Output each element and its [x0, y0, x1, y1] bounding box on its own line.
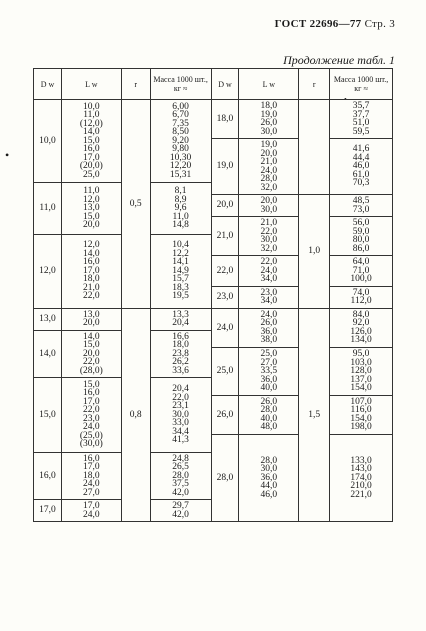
r-cell: 1,5 [299, 308, 330, 522]
mass-cell-value: 74,0 [352, 287, 370, 298]
lw-cell-value: 17,0 [83, 152, 100, 163]
lw-cell-value: 28,0 [260, 174, 278, 184]
lw-cell-value: 30,0 [260, 235, 278, 245]
lw-cell-value: 27,0 [83, 487, 100, 498]
lw-cell-value: 23,0 [83, 413, 100, 424]
mass-cell [150, 330, 211, 378]
mass-cell [150, 452, 211, 500]
mass-cell-value: 37,5 [172, 479, 189, 490]
mass-cell-value: 37,7 [352, 109, 370, 120]
lw-cell-value: 11,0 [83, 186, 100, 197]
lw-cell-value: (25,0) [79, 430, 103, 441]
page-reference: Стр. 3 [364, 18, 395, 30]
standard-number: ГОСТ 22696—77 [274, 18, 362, 30]
dw-cell: 12,0 [34, 234, 62, 308]
lw-cell-value: 32,0 [260, 182, 278, 193]
mass-cell-value: 18,0 [172, 340, 189, 350]
dw-cell: 18,0 [211, 100, 239, 139]
lw-cell-value: 16,0 [83, 388, 100, 399]
lw-cell-value: 27,0 [260, 357, 278, 368]
mass-cell-value: 210,0 [350, 481, 372, 492]
lw-cell-value: 23,0 [260, 287, 278, 298]
lw-cell [239, 286, 299, 308]
mass-cell-value: 18,3 [172, 282, 189, 293]
lw-cell-value: 26,0 [260, 396, 278, 407]
lw-cell-value: 26,0 [260, 118, 278, 128]
mass-cell-value: 154,0 [350, 383, 372, 394]
mass-cell [150, 183, 211, 234]
mass-cell-value: 11,0 [172, 211, 189, 222]
dw-cell: 11,0 [34, 183, 62, 234]
lw-cell-value: 32,0 [260, 243, 278, 254]
mass-cell-value: 8,1 [174, 186, 187, 197]
lw-cell [61, 330, 121, 378]
header-lw: L w [61, 69, 121, 100]
mass-cell-value: 143,0 [350, 464, 372, 475]
dw-cell: 23,0 [211, 286, 239, 308]
document-header [275, 18, 395, 30]
mass-cell-value: 56,0 [352, 218, 370, 228]
lw-cell-value: 24,0 [260, 309, 278, 320]
lw-cell-value: 36,0 [260, 472, 278, 483]
lw-cell-value: 21,0 [260, 218, 278, 228]
lw-cell-value: 24,0 [83, 479, 100, 490]
lw-cell-value: 17,0 [83, 462, 100, 473]
mass-cell-value: 14,8 [172, 220, 189, 231]
lw-cell-value: 28,0 [260, 455, 278, 466]
lw-cell-value: 16,0 [83, 144, 100, 155]
mass-cell-value: 51,0 [352, 118, 370, 128]
mass-cell [150, 308, 211, 330]
lw-cell-value: 20,0 [83, 318, 100, 328]
mass-cell-value: 112,0 [350, 296, 372, 306]
mass-cell-value: 9,80 [172, 144, 189, 155]
lw-cell-value: 26,0 [260, 318, 278, 329]
mass-cell-value: 103,0 [350, 357, 372, 368]
lw-cell-value: 18,0 [83, 274, 100, 285]
scan-speck: • [344, 95, 347, 104]
mass-cell-value: 13,3 [172, 309, 189, 320]
lw-cell-value: 48,0 [260, 422, 278, 433]
mass-cell-value: 64,0 [352, 257, 370, 267]
mass-cell-value: 154,0 [350, 413, 372, 424]
lw-cell-value: 17,0 [83, 501, 100, 512]
lw-cell [239, 139, 299, 195]
lw-cell-value: 13,0 [83, 309, 100, 320]
mass-cell-value: 80,0 [352, 235, 370, 245]
mass-cell-value: 7,35 [172, 118, 189, 129]
lw-cell [61, 100, 121, 183]
lw-cell-value: 17,0 [83, 265, 100, 276]
mass-cell-value: 6,70 [172, 110, 189, 121]
mass-cell-value: 95,0 [352, 349, 370, 360]
header-r: r [299, 69, 330, 100]
mass-cell [330, 286, 393, 308]
lw-cell [61, 378, 121, 453]
lw-cell-value: (20,0) [79, 161, 103, 172]
mass-cell-value: 134,0 [350, 335, 372, 346]
dw-cell: 28,0 [211, 434, 239, 521]
lw-cell-value: 30,0 [260, 126, 278, 137]
mass-cell-value: 126,0 [350, 326, 372, 337]
lw-cell [239, 348, 299, 396]
lw-cell-value: 15,0 [83, 340, 100, 350]
mass-cell-value: 70,3 [352, 178, 370, 189]
mass-cell-value: 12,20 [169, 161, 192, 172]
mass-cell-value: 14,9 [172, 265, 189, 276]
mass-cell-value: 59,0 [352, 226, 370, 237]
mass-cell-value: 20,4 [172, 318, 189, 328]
lw-cell-value: 20,0 [83, 220, 100, 231]
lw-cell [61, 234, 121, 308]
dw-cell: 13,0 [34, 308, 62, 330]
dw-cell: 15,0 [34, 378, 62, 453]
mass-cell [330, 100, 393, 139]
dw-cell: 24,0 [211, 308, 239, 348]
mass-cell-value: 33,6 [172, 365, 189, 376]
dw-cell: 16,0 [34, 452, 62, 500]
dw-cell: 25,0 [211, 348, 239, 396]
dw-cell: 19,0 [211, 139, 239, 195]
header-dw: D w [211, 69, 239, 100]
lw-cell [239, 395, 299, 434]
lw-cell-value: 34,0 [260, 274, 278, 284]
lw-cell-value: 30,0 [260, 204, 278, 215]
lw-cell [239, 434, 299, 521]
mass-cell-value: 221,0 [350, 489, 372, 500]
mass-cell-value: 44,4 [352, 152, 370, 163]
mass-cell-value: 128,0 [350, 366, 372, 377]
mass-cell-value: 8,50 [172, 127, 189, 138]
mass-cell-value: 84,0 [352, 309, 370, 320]
lw-cell-value: 28,0 [260, 405, 278, 416]
mass-cell-value: 61,0 [352, 169, 370, 180]
lw-cell [61, 452, 121, 500]
lw-cell-value: 15,0 [83, 211, 100, 222]
table-body [34, 100, 393, 522]
mass-cell [330, 195, 393, 217]
dimensions-table [33, 68, 393, 522]
lw-cell-value: 24,0 [260, 265, 278, 276]
mass-cell-value: 9,6 [174, 203, 187, 214]
lw-cell-value: 11,0 [83, 110, 100, 121]
lw-cell-value: (12,0) [79, 118, 103, 129]
mass-cell-value: 198,0 [350, 422, 372, 433]
mass-cell-value: 137,0 [350, 374, 372, 385]
lw-cell-value: 40,0 [260, 383, 278, 394]
lw-cell [239, 256, 299, 287]
mass-cell-value: 34,4 [172, 426, 189, 437]
lw-cell-value: (28,0) [79, 365, 103, 376]
lw-cell-value: (30,0) [79, 439, 103, 450]
mass-cell [330, 395, 393, 434]
mass-cell-value: 174,0 [350, 472, 372, 483]
lw-cell-value: 22,0 [260, 257, 278, 267]
mass-cell-value: 100,0 [350, 274, 372, 284]
dw-cell: 10,0 [34, 100, 62, 183]
table-continuation-caption: Продолжение табл. 1 [283, 53, 395, 67]
lw-cell [61, 183, 121, 234]
mass-cell-value: 29,7 [172, 501, 189, 512]
mass-cell-value: 10,4 [172, 240, 189, 251]
lw-cell-value: 22,0 [83, 357, 100, 367]
mass-cell-value: 30,0 [172, 409, 189, 420]
mass-cell [330, 348, 393, 396]
mass-cell-value: 48,5 [352, 196, 370, 206]
lw-cell-value: 33,5 [260, 366, 278, 377]
mass-cell-value: 71,0 [352, 265, 370, 276]
mass-cell-value: 35,7 [352, 101, 370, 111]
mass-cell-value: 73,0 [352, 204, 370, 215]
mass-cell-value: 12,2 [172, 248, 189, 259]
mass-cell-value: 20,4 [172, 384, 189, 395]
mass-cell [150, 100, 211, 183]
r-cell: 1,0 [299, 195, 330, 309]
mass-cell [330, 256, 393, 287]
mass-cell-value: 133,0 [350, 455, 372, 466]
lw-cell-value: 12,0 [83, 194, 100, 205]
mass-cell [330, 139, 393, 195]
r-cell: 0,5 [121, 100, 150, 309]
lw-cell-value: 24,0 [260, 165, 278, 176]
header-mass: Масса 1000 шт., кг ≈ [150, 69, 211, 100]
mass-cell-value: 19,5 [172, 291, 189, 302]
dw-cell: 20,0 [211, 195, 239, 217]
mass-cell-value: 22,0 [172, 392, 189, 403]
mass-cell [150, 500, 211, 522]
lw-cell-value: 20,0 [83, 348, 100, 359]
lw-cell [239, 100, 299, 139]
lw-cell-value: 36,0 [260, 326, 278, 337]
dw-cell: 17,0 [34, 500, 62, 522]
lw-cell-value: 19,0 [260, 109, 278, 120]
mass-cell [330, 308, 393, 348]
mass-cell [330, 434, 393, 521]
mass-cell [150, 234, 211, 308]
lw-cell-value: 30,0 [260, 464, 278, 475]
lw-cell-value: 18,0 [83, 470, 100, 481]
mass-cell-value: 107,0 [350, 396, 372, 407]
lw-cell-value: 15,0 [83, 379, 100, 390]
mass-cell-value: 6,00 [172, 101, 189, 112]
mass-cell-value: 41,3 [172, 435, 189, 446]
lw-cell-value: 20,0 [260, 196, 278, 206]
mass-cell-value: 33,0 [172, 418, 189, 429]
lw-cell-value: 10,0 [83, 101, 100, 112]
lw-cell-value: 18,0 [260, 101, 278, 111]
lw-cell-value: 36,0 [260, 374, 278, 385]
lw-cell [61, 308, 121, 330]
mass-cell-value: 92,0 [352, 318, 370, 329]
header-dw: D w [34, 69, 62, 100]
mass-cell-value: 15,7 [172, 274, 189, 285]
lw-cell-value: 44,0 [260, 481, 278, 492]
header-lw: L w [239, 69, 299, 100]
lw-cell-value: 24,0 [83, 509, 100, 520]
table-row [34, 100, 393, 110]
lw-cell-value: 16,0 [83, 453, 100, 464]
mass-cell-value: 41,6 [352, 144, 370, 155]
mass-cell-value: 59,5 [352, 126, 370, 137]
mass-cell-value: 9,20 [172, 135, 189, 146]
lw-cell [239, 195, 299, 217]
lw-cell-value: 12,0 [83, 240, 100, 251]
mass-cell-value: 16,6 [172, 331, 189, 342]
lw-cell-value: 20,0 [260, 148, 278, 159]
mass-cell-value: 42,0 [172, 509, 189, 520]
r-cell [299, 100, 330, 195]
lw-cell-value: 21,0 [83, 282, 100, 293]
scan-speck: • [5, 148, 10, 162]
mass-cell-value: 42,0 [172, 487, 189, 498]
mass-cell-value: 23,8 [172, 348, 189, 359]
lw-cell-value: 22,0 [83, 291, 100, 302]
lw-cell-value: 40,0 [260, 413, 278, 424]
lw-cell-value: 46,0 [260, 489, 278, 500]
dw-cell: 21,0 [211, 217, 239, 256]
mass-cell-value: 14,1 [172, 257, 189, 268]
lw-cell-value: 15,0 [83, 135, 100, 146]
lw-cell-value: 17,0 [83, 396, 100, 407]
mass-cell-value: 46,0 [352, 161, 370, 172]
mass-cell [330, 217, 393, 256]
mass-cell-value: 86,0 [352, 243, 370, 254]
mass-cell-value: 23,1 [172, 401, 189, 412]
lw-cell [239, 308, 299, 348]
lw-cell [61, 500, 121, 522]
lw-cell-value: 22,0 [83, 405, 100, 416]
header-mass: Масса 1000 шт., кг ≈ [330, 69, 393, 100]
lw-cell-value: 14,0 [83, 127, 100, 138]
mass-cell-value: 116,0 [350, 405, 372, 416]
mass-cell-value: 26,5 [172, 462, 189, 473]
lw-cell-value: 16,0 [83, 257, 100, 268]
dw-cell: 22,0 [211, 256, 239, 287]
table-header-row [34, 69, 393, 100]
mass-cell-value: 24,8 [172, 453, 189, 464]
mass-cell-value: 8,9 [174, 194, 187, 205]
table-row [34, 308, 393, 319]
lw-cell-value: 22,0 [260, 226, 278, 237]
r-cell: 0,8 [121, 308, 150, 522]
lw-cell-value: 38,0 [260, 335, 278, 346]
mass-cell-value: 10,30 [169, 152, 192, 163]
lw-cell-value: 19,0 [260, 140, 278, 150]
mass-cell [150, 378, 211, 453]
header-r: r [121, 69, 150, 100]
lw-cell-value: 14,0 [83, 331, 100, 342]
lw-cell-value: 14,0 [83, 248, 100, 259]
lw-cell-value: 25,0 [260, 349, 278, 360]
mass-cell-value: 28,0 [172, 470, 189, 481]
lw-cell [239, 217, 299, 256]
dw-cell: 14,0 [34, 330, 62, 378]
lw-cell-value: 13,0 [83, 203, 100, 214]
lw-cell-value: 21,0 [260, 157, 278, 167]
lw-cell-value: 34,0 [260, 296, 278, 306]
lw-cell-value: 24,0 [83, 422, 100, 433]
mass-cell-value: 15,31 [169, 169, 192, 180]
lw-cell-value: 25,0 [83, 169, 100, 180]
mass-cell-value: 26,2 [172, 357, 189, 367]
dw-cell: 26,0 [211, 395, 239, 434]
